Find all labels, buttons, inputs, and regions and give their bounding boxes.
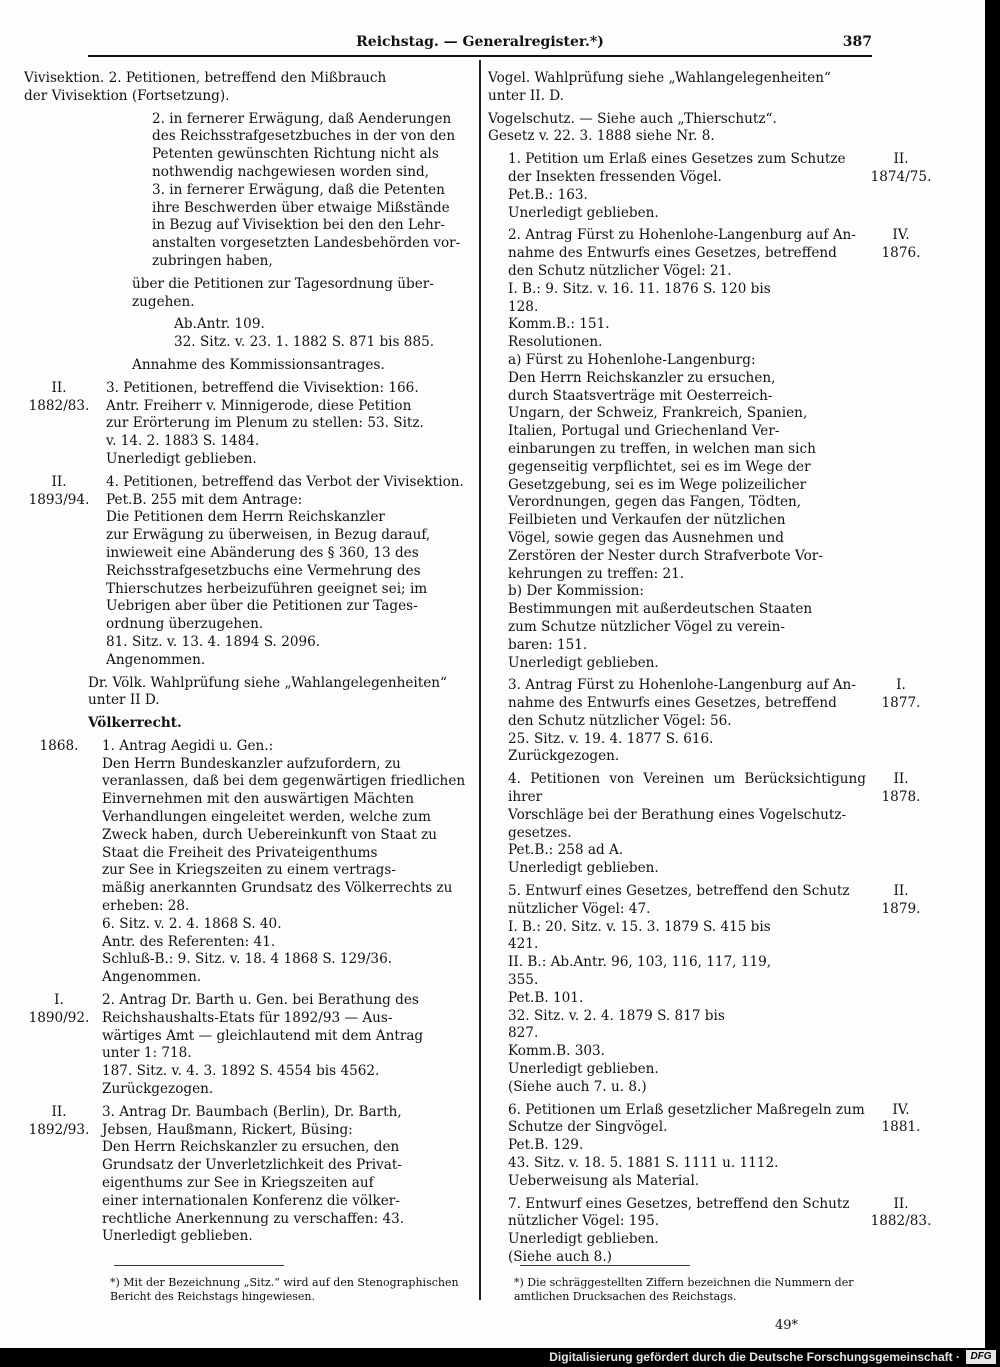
entry-text: 2. Antrag Dr. Barth u. Gen. bei Berathung des Reichshaushalts-Etats für 1892/93 — Aus- wärtiges Amt — gleichlautend mit dem Antrag unter 1: 718. 187. Sitz. v. 4. 3. 1892 S. 4554 bis 4562. Zurückgezogen.: [102, 992, 424, 1098]
entry-text: 4. Petitionen, betreffend das Verbot der Vivisektion. Pet.B. 255 mit dem Antrage: Die Petitionen dem Herrn Reichskanzler zur Erwägung zu überweisen, in Bezug darauf, inwieweit eine Abänderung des § 360, 13 des Reichsstrafgesetzbuchs eine Vermehrung des Thierschutzes herbeizuführen geeignet sei; im Uebrigen aber über die Petitionen zur Tages- ordnung überzugehen. 81. Sitz. v. 13. 4. 1894 S. 2096. Angenommen.: [106, 473, 464, 668]
register-entry: [486, 677, 936, 766]
column-divider: [479, 60, 481, 1300]
register-entry: [24, 992, 471, 1099]
right-column: [486, 70, 936, 1272]
footnote-left: *) Mit der Bezeichnung „Sitz.“ wird auf den Stenographischen Bericht des Reichstags hingewiesen.: [110, 1276, 459, 1303]
entry-text: Vivisektion. 2. Petitionen, betreffend den Mißbrauch der Vivisektion (Fortsetzung).: [24, 70, 387, 104]
entry-text: Vogelschutz. — Siehe auch „Thierschutz“. Gesetz v. 22. 3. 1888 siehe Nr. 8.: [488, 110, 777, 145]
register-entry: [24, 675, 471, 711]
entry-text: 2. in fernerer Erwägung, daß Aenderungen des Reichsstrafgesetzbuches in der von den Petenten gewünschten Richtung nicht als nothwendig nachgewiesen worden sind, 3. in fernerer Erwägung, daß die Petenten ihre Beschwerden über etwaige Mißstände in Bezug auf Vivisektion bei den den Lehr- anstalten vorgesetzten Landesbehörden vor- zubringen haben,: [152, 110, 461, 269]
register-entry: [486, 1102, 936, 1191]
register-entry: [486, 151, 936, 222]
register-entry: [24, 70, 471, 106]
entry-text: Ab.Antr. 109. 32. Sitz. v. 23. 1. 1882 S. 871 bis 885.: [174, 316, 435, 351]
entry-text: Vogel. Wahlprüfung siehe „Wahlangelegenheiten“ unter II. D.: [488, 70, 831, 104]
footnote-right: *) Die schräggestellten Ziffern bezeichnen die Nummern der amtlichen Drucksachen des Reichstags.: [514, 1276, 854, 1303]
left-column: [24, 70, 471, 1251]
footer-credit: Digitalisierung gefördert durch die Deutsche Forschungsgemeinschaft ·: [549, 1350, 960, 1364]
register-entry: [24, 111, 471, 271]
register-entry: [486, 70, 936, 106]
entry-text: 3. Antrag Dr. Baumbach (Berlin), Dr. Barth, Jebsen, Haußmann, Rickert, Büsing: Den Herrn Reichskanzler zu ersuchen, den Grundsatz der Unverletzlichkeit des Privat- eigenthums zur See in Kriegszeiten auf einer internationalen Konferenz die völker- rechtliche Anerkennung zu verschaffen: 43. Unerledigt geblieben.: [102, 1103, 405, 1245]
entry-text: 5. Entwurf eines Gesetzes, betreffend den Schutz nützlicher Vögel: 47. I. B.: 20. Sitz. v. 15. 3. 1879 S. 415 bis 421. II. B.: Ab.Antr. 96, 103, 116, 117, 119, 355. Pet.B. 101. 32. Sitz. v. 2. 4. 1879 S. 817 bis 827. Komm.B. 303. Unerledigt geblieben. (Siehe auch 7. u. 8.): [508, 883, 850, 1095]
register-entry: [486, 227, 936, 672]
register-entry: [486, 883, 936, 1097]
session-marker: I. 1877.: [881, 677, 921, 712]
register-entry: [24, 715, 471, 733]
register-entry: [24, 380, 471, 469]
session-marker: II. 1893/94.: [28, 473, 90, 508]
entry-text: Dr. Völk. Wahlprüfung siehe „Wahlangelegenheiten“ unter II D.: [88, 674, 447, 709]
session-marker: II. 1874/75.: [870, 151, 932, 185]
register-entry: [24, 474, 471, 670]
entry-text: Annahme des Kommissionsantrages.: [132, 356, 385, 373]
register-entry: [486, 111, 936, 147]
session-marker: II. 1892/93.: [28, 1103, 90, 1138]
entry-text: über die Petitionen zur Tagesordnung über- zugehen.: [132, 275, 434, 310]
register-entry: [24, 1104, 471, 1246]
header-rule: [88, 55, 872, 57]
entry-text: 3. Petitionen, betreffend die Vivisektion: 166. Antr. Freiherr v. Minnigerode, diese Petition zur Erörterung im Plenum zu stellen: 53. Sitz. v. 14. 2. 1883 S. 1484. Unerledigt geblieben.: [106, 379, 424, 467]
entry-text: 2. Antrag Fürst zu Hohenlohe-Langenburg auf An- nahme des Entwurfs eines Gesetzes, betreffend den Schutz nützlicher Vögel: 21. I. B.: 9. Sitz. v. 16. 11. 1876 S. 120 bis 128. Komm.B.: 151. Resolutionen. a) Fürst zu Hohenlohe-Langenburg: Den Herrn Reichskanzler zu ersuchen, durch Staatsverträge mit Oesterreich- Ungarn, der Schweiz, Frankreich, Spanien, Italien, Portugal und Griechenland Ver- einbarungen zu treffen, in welchen man sich gegenseitig verpflichtet, sei es im Wege der Gesetzgebung, sei es im Wege polizeilicher Verordnungen, gegen das Fangen, Tödten, Feilbieten und Verkaufen der nützlichen Vögel, sowie gegen das Ausnehmen und Zerstören der Nester durch Strafverbote Vor- kehrungen zu treffen: 21. b) Der Kommission: Bestimmungen mit außerdeutschen Staaten zum Schutze nützlicher Vögel zu verein- baren: 151. Unerledigt geblieben.: [508, 227, 856, 671]
register-entry: [24, 357, 471, 375]
session-marker: IV. 1881.: [881, 1101, 921, 1136]
signature-mark: 49*: [775, 1318, 799, 1333]
session-marker: I. 1890/92.: [28, 992, 90, 1026]
footnote-rule-right: [520, 1265, 690, 1266]
session-marker: IV. 1876.: [881, 227, 921, 262]
session-marker: II. 1879.: [881, 883, 921, 917]
page-number: 387: [842, 34, 872, 50]
entry-text: Völkerrecht.: [88, 715, 182, 732]
session-marker: 1868.: [39, 737, 79, 754]
digitization-footer: [0, 1348, 1000, 1367]
footnote-rule-left: [114, 1265, 284, 1266]
header-title: Reichstag. — Generalregister.*): [356, 34, 604, 50]
entry-text: 3. Antrag Fürst zu Hohenlohe-Langenburg auf An- nahme des Entwurfs eines Gesetzes, betreffend den Schutz nützlicher Vögel: 56. 25. Sitz. v. 19. 4. 1877 S. 616. Zurückgezogen.: [508, 677, 856, 765]
register-entry: [24, 316, 471, 352]
entry-text: 1. Antrag Aegidi u. Gen.: Den Herrn Bundeskanzler aufzufordern, zu veranlassen, daß bei dem gegenwärtigen friedlichen Einvernehmen mit den auswärtigen Mächten Verhandlungen eingeleitet werden, welche zum Zweck haben, durch Uebereinkunft von Staat zu Staat die Freiheit des Privateigenthums zur See in Kriegszeiten zu einem vertrags- mäßig anerkannten Grundsatz des Völkerrechts zu erheben: 28. 6. Sitz. v. 2. 4. 1868 S. 40. Antr. des Referenten: 41. Schluß-B.: 9. Sitz. v. 18. 4 1868 S. 129/36. Angenommen.: [102, 737, 466, 986]
register-entry: [24, 276, 471, 312]
register-entry: [486, 771, 936, 878]
session-marker: II. 1882/83.: [28, 379, 90, 414]
page-header: [88, 34, 872, 52]
entry-text: 6. Petitionen um Erlaß gesetzlicher Maßregeln zum Schutze der Singvögel. Pet.B. 129. 43. Sitz. v. 18. 5. 1881 S. 1111 u. 1112. Ueberweisung als Material.: [508, 1101, 865, 1189]
session-marker: II. 1878.: [881, 771, 921, 806]
register-entry: [486, 1196, 936, 1267]
register-entry: [24, 738, 471, 987]
entry-text: 4. Petitionen von Vereinen um Berücksichtigung ihrer Vorschläge bei der Berathung eines Vogelschutz- gesetzes. Pet.B.: 258 ad A. Unerledigt geblieben.: [508, 771, 866, 877]
entry-text: 1. Petition um Erlaß eines Gesetzes zum Schutze der Insekten fressenden Vögel. Pet.B.: 163. Unerledigt geblieben.: [508, 151, 846, 221]
session-marker: II. 1882/83.: [870, 1195, 932, 1230]
dfg-logo: DFG: [966, 1350, 996, 1364]
entry-text: 7. Entwurf eines Gesetzes, betreffend den Schutz nützlicher Vögel: 195. Unerledigt geblieben. (Siehe auch 8.): [508, 1195, 850, 1265]
